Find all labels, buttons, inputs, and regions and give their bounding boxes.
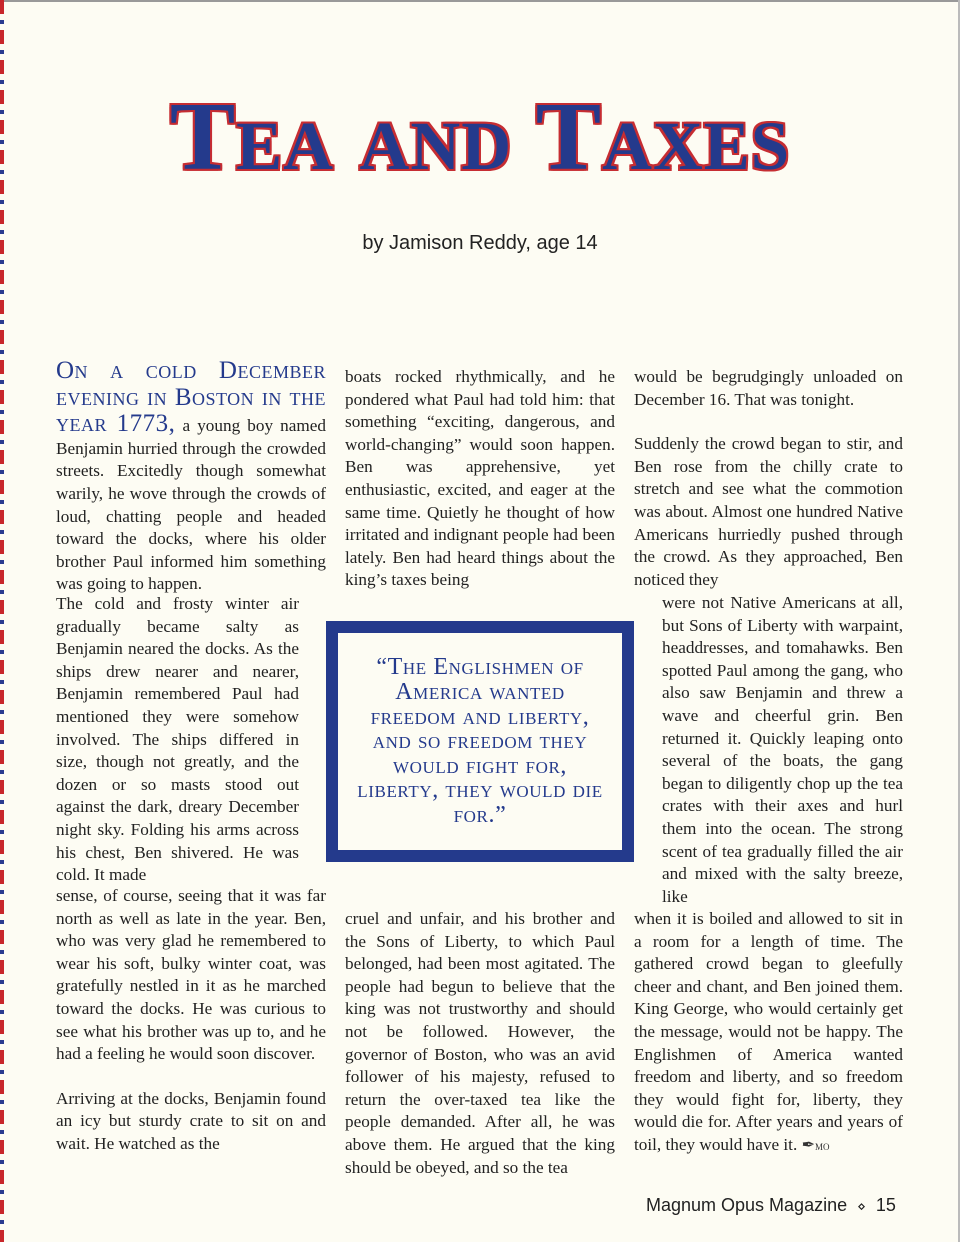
column-1-bottom [56, 885, 326, 1156]
article-title: Tea and Taxes [169, 83, 791, 191]
page-left-border [0, 0, 4, 1242]
col2-paragraph-1-cont: cruel and unfair, and his brother and the Sons of Liberty, to which Paul belonged, had been most agitated. The people had begun to believe that the king was not trustworthy and should not be followed. However, the governor of Boston, who was an avid follower of his majesty, refused to return the over-taxed tea like the people demanded. After all, he was above them. He argued that the king should be obeyed, and so the tea [345, 909, 615, 1177]
col1-paragraph-2-cont: sense, of course, seeing that it was far north as well as late in the year. Ben, who was very glad he remembered to wear his soft, bulky winter coat, was gratefully nestled in it as he marched toward the docks. He was curious to see what his brother was up to, and he had a feeling he would soon discover. [56, 886, 326, 1064]
col1-paragraph-2: The cold and frosty winter air gradually became salty as Benjamin neared the docks. As the ships drew nearer and nearer, Benjamin remembered Paul had mentioned they were somehow involved. The ships differed in size, though not greatly, and the dozen or so masts stood out against the dark, dreary December night sky. Folding his arms across his chest, Ben shivered. He was cold. It made [56, 594, 299, 885]
page-top-border [0, 0, 960, 2]
column-3-bottom [634, 908, 903, 1159]
page-number: 15 [875, 1195, 896, 1215]
col3-paragraph-2: Suddenly the crowd began to stir, and Ben rose from the chilly crate to stretch and see what the commotion was about. Almost one hundred Native Americans hurriedly pushed through the crowd. As they approached, Ben noticed they [634, 434, 903, 589]
column-2-top [345, 366, 615, 592]
column-1-wrap [56, 593, 299, 887]
column-1-top [56, 358, 326, 596]
col3-paragraph-1: would be begrudgingly unloaded on December 16. That was tonight. [634, 367, 903, 409]
footer-separator: ⋄ [857, 1198, 866, 1214]
col1-paragraph-1: a young boy named Benjamin hurried through the crowded streets. Excitedly though somewhat warily, he wove through the crowds of loud, chatting people and headed toward the docks, where his older brother Paul informed him something was going to happen. [56, 416, 326, 594]
col3-paragraph-2-end: when it is boiled and allowed to sit in a room for a length of time. The gathered crowd began to gleefully cheer and chant, and Ben joined them. King George, who would certainly get the message, would not be happy. The Englishmen of America wanted freedom and liberty, and so freedom they would fight for, liberty, they would die for. After years and years of toil, they would have it. [634, 909, 903, 1154]
column-3-top [634, 366, 903, 591]
col3-paragraph-2-cont: were not Native Americans at all, but Sons of Liberty with warpaint, headdresses, and tomahawks. Ben spotted Paul among the gang, who also saw Benjamin and threw a wave and cheerful grin. Ben returned it. Quickly leaping onto several of the boats, the gang began to diligently chop up the tea crates with their axes and hurl them into the ocean. The strong scent of tea gradually filled the air and mixed with the salty breeze, like [662, 593, 903, 906]
col1-paragraph-3: Arriving at the docks, Benjamin found an icy but sturdy crate to sit on and wait. He watched as the [56, 1088, 326, 1153]
magazine-name: Magnum Opus Magazine [646, 1195, 848, 1215]
pull-quote-text: “The Englishmen of America wanted freedom and liberty, and so freedom they would fight for, liberty, they would die for.” [357, 654, 603, 828]
quill-icon: ✒ [801, 1136, 815, 1154]
page-footer [646, 1195, 896, 1216]
pull-quote-box [326, 621, 634, 862]
column-2-bottom [345, 908, 615, 1179]
byline: by Jamison Reddy, age 14 [362, 232, 598, 254]
end-mark: MO [814, 1141, 830, 1152]
lead-in: On a cold December evening in Boston in the year 1773, [56, 357, 326, 438]
col2-paragraph-1: boats rocked rhythmically, and he pondered what Paul had told him: that something “exciting, dangerous, and world-changing” would soon happen. Ben was apprehensive, yet enthusiastic, excited, and eager at the same time. Quietly he thought of how irritated and indignant people had been lately. Ben had heard things about the king’s taxes being [345, 367, 615, 590]
pull-quote-inner [336, 631, 624, 852]
column-3-wrap [662, 592, 903, 908]
